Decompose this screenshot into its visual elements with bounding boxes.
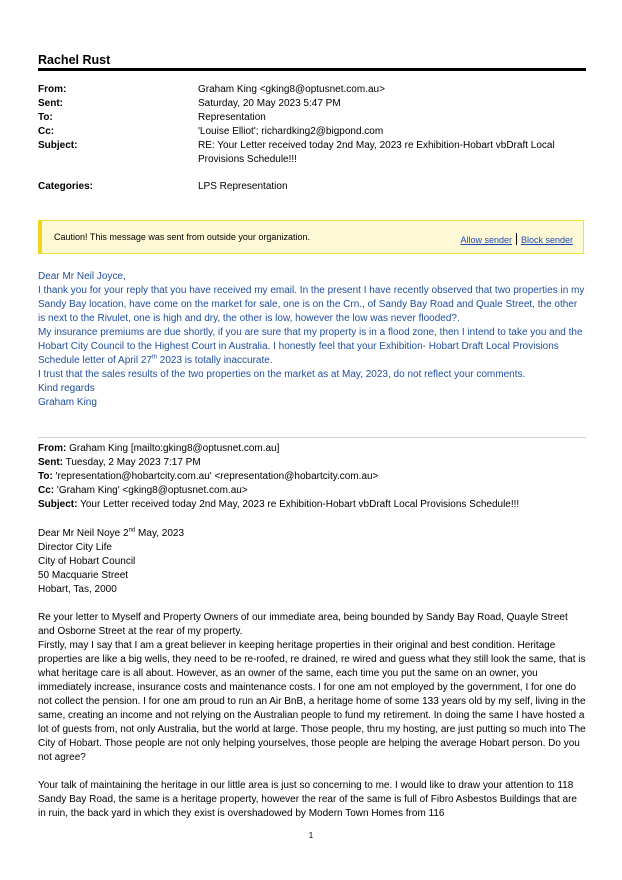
reply-paragraph: I thank you for your reply that you have received my email. In the present I have recently observed that two properties in my Sandy Bay location, have come on the market for sale, one is on the Crn., of Sandy Bay Road and Quale Street, the other is next to the Rivulet, one is high and dry, the other is low, however the low was never flooded?. [38,285,585,324]
reply-closing: Kind regards [38,383,95,394]
quoted-from-value: Graham King [mailto:gking8@optusnet.com.au] [69,443,280,454]
quoted-sent-row: Sent: Tuesday, 2 May 2023 7:17 PM [38,457,201,468]
link-divider [516,233,517,245]
cc-value: 'Louise Elliot'; richardking2@bigpond.com [198,126,384,137]
categories-value: LPS Representation [198,181,288,192]
quoted-subject-row: Subject: Your Letter received today 2nd May, 2023 re Exhibition-Hobart vbDraft Local Provisions Schedule!!! [38,499,520,510]
quoted-header [38,442,586,512]
quoted-to-value: 'representation@hobartcity.com.au' <representation@hobartcity.com.au> [55,471,379,482]
reply-greeting: Dear Mr Neil Joyce, [38,271,126,282]
warning-message: Caution! This message was sent from outside your organization. [54,232,310,242]
letter-address [38,527,184,597]
from-value: Graham King <gking8@optusnet.com.au> [198,84,385,95]
quoted-to-row: To: 'representation@hobartcity.com.au' <representation@hobartcity.com.au> [38,471,379,482]
sender-actions [460,233,573,245]
address-line: Dear Mr Neil Noye 2nd May, 2023 [38,527,185,539]
header-rule [38,68,586,71]
allow-sender-link[interactable]: Allow sender [460,235,512,245]
cc-label: Cc: [38,126,55,137]
subject-value: RE: Your Letter received today 2nd May, 2023 re Exhibition-Hobart vbDraft Local Provisions Schedule!!! [198,140,555,165]
address-line: City of Hobart Council [38,556,136,567]
address-line: Director City Life [38,542,112,553]
sent-label: Sent: [38,98,63,109]
to-value: Representation [198,112,266,123]
to-label: To: [38,112,53,123]
address-line: 50 Macquarie Street [38,570,129,581]
external-sender-warning [38,220,584,254]
letter-body [38,611,586,835]
quoted-subject-value: Your Letter received today 2nd May, 2023 re Exhibition-Hobart vbDraft Local Provisions Schedule!!! [80,499,520,510]
reply-paragraph: I trust that the sales results of the two properties on the market as at May, 2023, do not reflect your comments. [38,369,526,380]
quoted-cc-value: 'Graham King' <gking8@optusnet.com.au> [56,485,248,496]
body-paragraph: Your talk of maintaining the heritage in our little area is just so concerning to me. I would like to draw your attention to 118 Sandy Bay Road, the same is a heritage property, however the rear of the same is full of Fibro Asbestos Buildings that are in ruin, the back yard in which they exist is overshadowed by Modern Town Homes from 116 [38,780,577,819]
quoted-cc-row: Cc: 'Graham King' <gking8@optusnet.com.au> [38,485,248,496]
sent-value: Saturday, 20 May 2023 5:47 PM [198,98,341,109]
quoted-from-row: From: Graham King [mailto:gking8@optusnet.com.au] [38,443,280,454]
subject-label: Subject: [38,140,78,151]
body-paragraph: Firstly, may I say that I am a great believer in keeping heritage properties in their original and best condition. Heritage properties are like a big wells, they need to be re-roofed, re drained, re wired and guess what they still look the same, that is what heritage care is all about. However, as an owner of the same, each time you put the same on an owner, you immediately increase, insurance costs and maintenance costs. I for one am not employed by the government, I for one do not collect the pension. I for one am proud to run an Air BnB, a heritage home of some 133 years old by my self, living in the same, creating an income and not relying on the Australian people to fund my retirement. In doing the same I have hosted a lot of guests from, not only Australia, but the world at large. Those people, thru my hosting, are just putting so much into The City of Hobart. Those people are not only helping yourselves, those people are helping the average Hobart person. Do you not agree? [38,640,586,763]
address-line: Hobart, Tas, 2000 [38,584,117,595]
from-label: From: [38,84,67,95]
categories-label: Categories: [38,181,94,192]
reply-body [38,270,586,410]
body-paragraph: Re your letter to Myself and Property Owners of our immediate area, being bounded by Sandy Bay Road, Quayle Street and Osborne Street at the rear of my property. [38,612,568,637]
quoted-divider [38,437,586,438]
quoted-sent-value: Tuesday, 2 May 2023 7:17 PM [65,457,201,468]
reply-paragraph: My insurance premiums are due shortly, if you are sure that my property is in a flood zone, then I intend to take you and the Hobart City Council to the Highest Court in Australia. I honestly feel that your Exhibition- Hobart Draft Local Provisions Schedule letter of April 27th 2023 is totally inaccurate. [38,327,583,366]
page-number: 1 [308,831,314,840]
reply-signature: Graham King [38,397,97,408]
sender-name: Rachel Rust [38,53,111,67]
block-sender-link[interactable]: Block sender [520,235,573,245]
